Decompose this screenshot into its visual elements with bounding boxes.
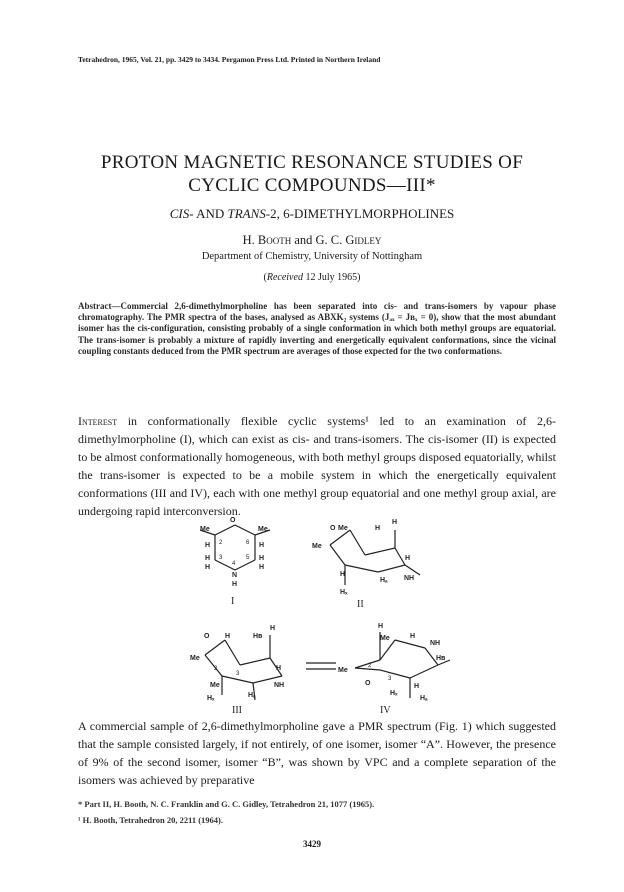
footnote-2: ¹ H. Booth, Tetrahedron 20, 2211 (1964). bbox=[78, 815, 224, 825]
author-1-name: Booth bbox=[257, 233, 292, 247]
III-nh: NH bbox=[274, 682, 285, 689]
IV-hb: Hʙ bbox=[436, 655, 446, 662]
label-II: II bbox=[357, 599, 364, 610]
author-and: and bbox=[291, 233, 316, 247]
IV-h-apex: H bbox=[378, 623, 384, 630]
I-h-6: H bbox=[259, 542, 265, 549]
I-pos-3: 3 bbox=[219, 555, 223, 561]
label-I: I bbox=[231, 596, 235, 607]
label-IV: IV bbox=[380, 705, 391, 716]
author-1-initial: H. bbox=[242, 233, 258, 247]
IV-me-left: Me bbox=[338, 667, 348, 674]
III-me-left: Me bbox=[190, 655, 200, 662]
IV-ha: Hₐ bbox=[420, 695, 428, 702]
abstract-text: —Commercial 2,6-dimethylmorpholine has been separated into cis- and trans-isomers by vapour phase chromatography. The PMR spectra of the bases, analysed as ABXK₂ systems (Jₐₓ = Jʙₓ = 0), show that the most abundant isomer has the cis-configuration, consisting probably of a single conformation in which both methyl groups are equatorial. The trans-isomer is probably a mixture of rapidly inverting and energetically equivalent conformations, since the vicinal coupling constants deduced from the PMR spectrum are averages of those expected for the two conformations. bbox=[78, 301, 556, 356]
I-me-left: Me bbox=[200, 526, 210, 533]
subtitle-trans: TRANS- bbox=[227, 206, 271, 221]
IV-hx: Hₓ bbox=[390, 690, 398, 697]
I-oxygen: O bbox=[230, 517, 236, 524]
author-2-name: Gidley bbox=[345, 233, 382, 247]
III-hx: Hₓ bbox=[207, 695, 215, 702]
intro-text: in conformationally flexible cyclic systems¹ led to an examination of 2,6-dimethylmorpholine (I), which can exist as cis- and trans-isomers. The cis-isomer (II) is expected to be almost conformationally homogeneous, with both methyl groups disposed equatorially, whilst the trans-isomer is expected to be a mobile system in which the energetically equivalent conformations (III and IV), each with one methyl group equatorial and one methyl group axial, are undergoing rapid interconversion. bbox=[78, 414, 556, 518]
I-pos-5: 5 bbox=[246, 555, 250, 561]
II-h-top: H bbox=[375, 525, 381, 532]
received-date: (Received 12 July 1965) bbox=[263, 272, 361, 283]
II-hx: Hₓ bbox=[340, 589, 348, 596]
page-number: 3429 bbox=[303, 839, 321, 849]
II-me-top: Me bbox=[338, 525, 348, 532]
II-h-right: H bbox=[405, 555, 411, 562]
III-h-apex: H bbox=[270, 625, 276, 632]
I-h-3a: H bbox=[205, 555, 211, 562]
subtitle-cis: CIS- bbox=[169, 206, 194, 221]
received-label: Received bbox=[266, 272, 303, 283]
I-me-right: Me bbox=[258, 526, 268, 533]
II-ha: Hₐ bbox=[380, 577, 388, 584]
III-h-right: H bbox=[276, 665, 282, 672]
subtitle-and: AND bbox=[193, 206, 228, 221]
IV-nh: NH bbox=[430, 640, 441, 647]
I-h-3b: H bbox=[205, 564, 211, 571]
III-me-ax: Me bbox=[210, 682, 220, 689]
I-pos-2: 2 bbox=[219, 540, 223, 546]
I-pos-4: 4 bbox=[232, 561, 236, 567]
I-h-5a: H bbox=[259, 555, 265, 562]
III-pos-3: 3 bbox=[236, 671, 240, 677]
II-oxygen: O bbox=[330, 525, 336, 532]
received-value: 12 July 1965 bbox=[302, 272, 358, 283]
body-paragraph-2: A commercial sample of 2,6-dimethylmorpholine gave a PMR spectrum (Fig. 1) which suggested that the sample consisted largely, if not entirely, of one isomer, isomer “A”. However, the presence of 9% of the second isomer, isomer “B”, was shown by VPC and a complete separation of the isomers was achieved by preparative bbox=[78, 719, 556, 787]
III-hb: Hʙ bbox=[253, 633, 263, 640]
footnote-1: * Part II, H. Booth, N. C. Franklin and G. C. Gidley, Tetrahedron 21, 1077 (1965). bbox=[78, 799, 375, 809]
III-h: H bbox=[225, 633, 231, 640]
affiliation: Department of Chemistry, University of Nottingham bbox=[201, 251, 423, 262]
article-title-line-1: PROTON MAGNETIC RESONANCE STUDIES OF bbox=[100, 152, 524, 173]
article-title-line-2: CYCLIC COMPOUNDS—III* bbox=[188, 175, 436, 196]
I-h-5b: H bbox=[259, 564, 265, 571]
subtitle-rest: 2, 6-DIMETHYLMORPHOLINES bbox=[270, 206, 455, 221]
II-nh: NH bbox=[404, 575, 415, 582]
IV-pos-2: 2 bbox=[368, 663, 372, 669]
II-h-apex: H bbox=[392, 519, 398, 526]
IV-h: H bbox=[414, 683, 420, 690]
I-h-n: H bbox=[232, 581, 238, 588]
abstract-lead: Abstract bbox=[78, 301, 112, 311]
IV-pos-3: 3 bbox=[388, 676, 392, 682]
label-III: III bbox=[232, 705, 242, 716]
I-nitrogen: N bbox=[232, 572, 238, 579]
I-h-2: H bbox=[205, 542, 211, 549]
intro-lead: Interest bbox=[78, 414, 118, 428]
I-pos-6: 6 bbox=[246, 540, 250, 546]
III-oxygen: O bbox=[204, 633, 210, 640]
II-h: H bbox=[340, 571, 346, 578]
IV-h-top: H bbox=[410, 633, 416, 640]
II-me-left: Me bbox=[312, 543, 322, 550]
author-2-initial: G. C. bbox=[315, 233, 346, 247]
III-pos-2: 2 bbox=[214, 666, 218, 672]
equilibrium-arrow bbox=[306, 663, 336, 669]
III-ha: Hₐ bbox=[248, 692, 256, 699]
journal-citation: Tetrahedron, 1965, Vol. 21, pp. 3429 to 3434. Pergamon Press Ltd. Printed in Northern Ireland bbox=[78, 55, 381, 64]
IV-me-top: Me bbox=[380, 635, 390, 642]
IV-oxygen: O bbox=[365, 680, 371, 687]
